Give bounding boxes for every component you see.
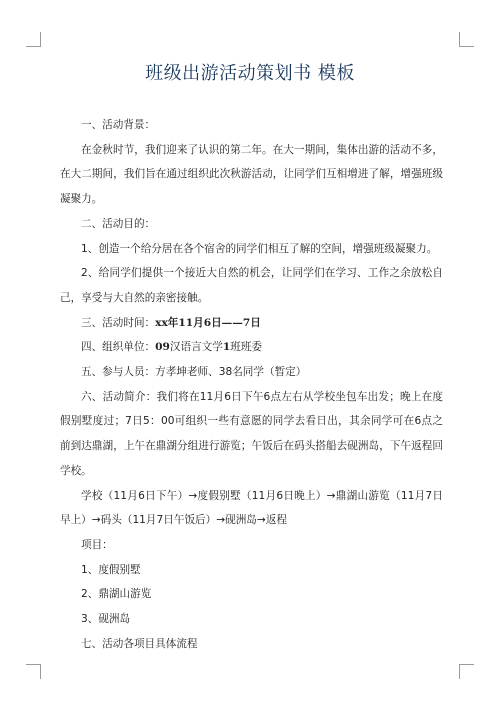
organizer-label: 四、组织单位： [81, 341, 156, 354]
project-item-2: 2、鼎湖山游览 [81, 588, 152, 601]
page-corner-mark-bottom-right [459, 664, 474, 679]
organizer-major: 汉语言文学 [169, 341, 223, 354]
purpose-item-1: 1、创造一个给分居在各个宿舍的同学们相互了解的空间，增强班级凝聚力。 [81, 242, 438, 255]
itinerary-route-paragraph: 学校（11月6日下午）→度假别墅（11月6日晚上）→鼎湖山游览（11月7日早上）→码头（11月7日午饭后）→砚洲岛→返程 [60, 489, 443, 527]
activity-time-label: 三、活动时间： [81, 316, 156, 329]
page-corner-mark-top-right [459, 32, 474, 47]
page-corner-mark-top-left [26, 32, 41, 47]
organizer-committee: 班班委 [230, 341, 263, 354]
organizer-line [60, 335, 443, 360]
section-background-heading: 一、活动背景： [81, 119, 156, 131]
participants-line: 五、参与人员：方孝坤老师、38名同学（暂定） [81, 366, 307, 379]
purpose-item-2: 2、给同学们提供一个接近大自然的机会，让同学们在学习、工作之余放松自己，享受与大自然的亲密接触。 [60, 267, 443, 304]
document-title: 班级出游活动策划书 模板 [145, 63, 355, 84]
background-paragraph: 在金秋时节，我们迎来了认识的第二年。在大一期间，集体出游的活动不多，在大二期间，我们旨在通过组织此次秋游活动，让同学们互相增进了解，增强班级凝聚力。 [60, 143, 443, 206]
section-purpose-heading: 二、活动目的： [81, 217, 156, 230]
project-item-1: 1、度假别墅 [81, 563, 141, 576]
document-body [60, 113, 443, 656]
projects-heading: 项目： [81, 538, 113, 551]
activity-time-value: xx年11月6日——7日 [155, 316, 261, 329]
activity-time-line [60, 311, 443, 336]
organizer-class-year: 09 [155, 341, 170, 354]
organizer-class-number: 1 [222, 341, 231, 354]
activity-summary-paragraph: 六、活动简介：我们将在11月6日下午6点左右从学校坐包车出发；晚上在度假别墅度过；7日5：00可组织一些有意愿的同学去看日出，其余同学可在6点之前到达鼎湖，上午在鼎湖分组进行游览；午饭后在码头搭船去砚洲岛，下午返程回学校。 [60, 390, 443, 477]
project-item-3: 3、砚洲岛 [81, 613, 131, 626]
page-corner-mark-bottom-left [26, 664, 41, 679]
section-process-heading: 七、活动各项目具体流程 [81, 637, 198, 650]
